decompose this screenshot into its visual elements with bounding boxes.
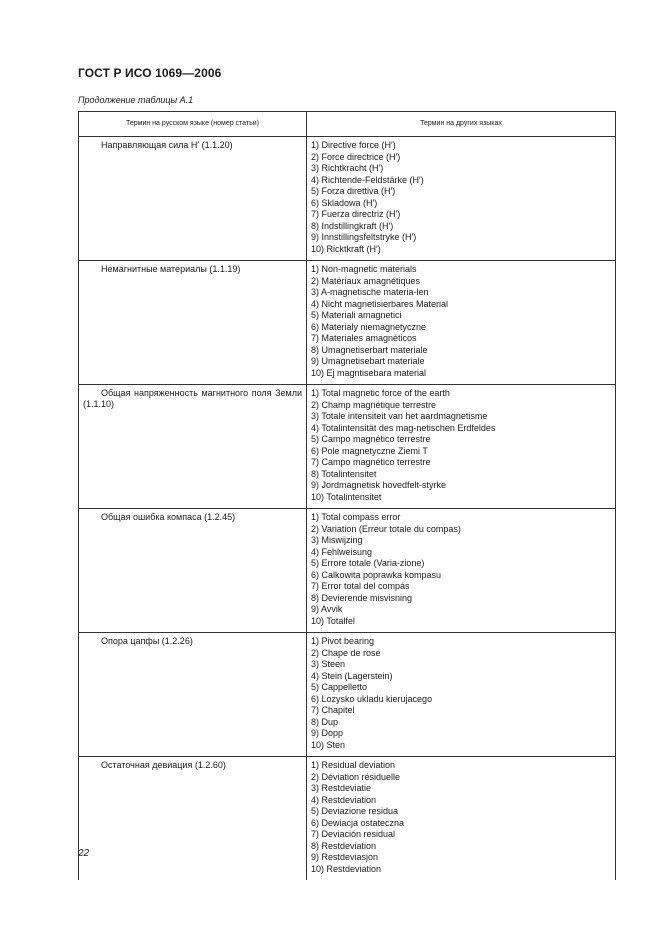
foreign-term-item: 2) Chape de rose [311, 647, 381, 658]
foreign-term-item: 6) Skladowa (H′) [311, 197, 378, 208]
foreign-term-item: 8) Totalintensitet [311, 468, 377, 479]
foreign-term-item: 7) Chapitel [311, 705, 355, 715]
foreign-term-item: 3) Miswijzing [311, 535, 363, 545]
foreign-term-item: 9) Avvik [311, 604, 343, 614]
foreign-term-item: 3) Richtkracht (H′) [311, 163, 384, 173]
foreign-term-item: 1) Total compass error [311, 512, 401, 522]
foreign-term-item: 9) Dopp [311, 728, 344, 738]
table-row [79, 633, 616, 757]
foreign-term-item: 10) Totalfel [311, 615, 355, 626]
terms-table [78, 111, 616, 880]
foreign-term-item: 5) Materiali amagnetici [311, 310, 402, 320]
foreign-term-item: 4) Restdeviation [311, 794, 377, 805]
foreign-term-item: 1) Total magnetic force of the earth [311, 388, 450, 398]
foreign-term-item: 5) Cappelletto [311, 682, 368, 692]
table-header-row [79, 112, 616, 137]
foreign-term-item: 4) Richtende-Feldstärke (H′) [311, 174, 424, 185]
foreign-term-item: 6) Materialy niemagnetyczne [311, 321, 427, 332]
foreign-term-item: 3) A-magnetische materia-len [311, 287, 429, 297]
foreign-terms-list [307, 509, 616, 633]
russian-term: Направляющая сила H′ (1.1.20) [79, 137, 307, 261]
foreign-term-item: 1) Non-magnetic materials [311, 264, 417, 274]
foreign-term-item: 8) Indstillingkraft (H′) [311, 220, 394, 231]
foreign-term-item: 7) Campo magnético terrestre [311, 457, 431, 467]
table-row [79, 261, 616, 385]
foreign-term-item: 8) Dup [311, 716, 339, 727]
column-header-other-languages: Термин на других языках [307, 112, 616, 137]
foreign-term-item: 10) Restdeviation [311, 863, 382, 874]
foreign-term-item: 10) Ricktkraft (H′) [311, 243, 381, 254]
foreign-term-item: 4) Totalintensität des mag-netischen Erdfeldes [311, 422, 496, 433]
foreign-term-item: 8) Restdeviation [311, 840, 377, 851]
foreign-term-item: 8) Umagnetiserbart materiale [311, 344, 428, 355]
foreign-term-item: 3) Steen [311, 659, 346, 669]
foreign-term-item: 8) Devierende misvisning [311, 592, 413, 603]
russian-term: Немагнитные материалы (1.1.19) [79, 261, 307, 385]
table-row [79, 509, 616, 633]
foreign-term-item: 10) Ej magntisebara material [311, 367, 427, 378]
russian-term: Общая ошибка компаса (1.2.45) [79, 509, 307, 633]
foreign-term-item: 1) Residual deviation [311, 760, 396, 770]
foreign-term-item: 9) Jordmagnetisk hovedfelt-styrke [311, 480, 447, 490]
foreign-term-item: 9) Restdeviasjon [311, 852, 379, 862]
foreign-term-item: 4) Fehlweisung [311, 546, 373, 557]
foreign-term-item: 6) Pole magnetyczne Ziemi T [311, 445, 428, 456]
foreign-term-item: 10) Totalintensitet [311, 491, 382, 502]
foreign-term-item: 7) Materiales amagnéticos [311, 333, 417, 343]
foreign-terms-list [307, 261, 616, 385]
foreign-term-item: 1) Directive force (H′) [311, 140, 396, 150]
foreign-term-item: 5) Forza direttiva (H′) [311, 186, 396, 196]
foreign-term-item: 2) Déviation résiduelle [311, 771, 401, 782]
foreign-terms-list [307, 385, 616, 509]
document-title: ГОСТ Р ИСО 1069—2006 [78, 66, 222, 80]
foreign-terms-list [307, 633, 616, 757]
foreign-term-item: 3) Totale intensiteit van het aardmagnetisme [311, 411, 488, 421]
table-row [79, 757, 616, 881]
foreign-terms-list [307, 757, 616, 881]
foreign-term-item: 6) Calkowita poprawka kompasu [311, 569, 442, 580]
russian-term: Остаточная девиация (1.2.60) [79, 757, 307, 881]
foreign-term-item: 7) Error total del compás [311, 581, 410, 591]
foreign-term-item: 2) Force directrice (H′) [311, 151, 401, 162]
foreign-term-item: 7) Fuerza directriz (H′) [311, 209, 401, 219]
foreign-term-item: 5) Deviazione residua [311, 806, 399, 816]
foreign-terms-list [307, 137, 616, 261]
table-body [79, 137, 616, 881]
foreign-term-item: 3) Restdeviatie [311, 783, 372, 793]
foreign-term-item: 6) Dewiacja ostateczna [311, 817, 405, 828]
foreign-term-item: 4) Stein (Lagerstein) [311, 670, 393, 681]
foreign-term-item: 5) Campo magnético terrestre [311, 434, 431, 444]
table-row [79, 137, 616, 261]
column-header-russian: Термин на русском языке (номер статьи) [79, 112, 307, 137]
foreign-term-item: 4) Nicht magnetisierbares Material [311, 298, 449, 309]
foreign-term-item: 6) Lozysko ukladu kierujacego [311, 693, 433, 704]
foreign-term-item: 7) Deviación residual [311, 829, 396, 839]
foreign-term-item: 2) Variation (Erreur totale du compas) [311, 523, 461, 534]
russian-term: Опора цапфы (1.2.26) [79, 633, 307, 757]
foreign-term-item: 9) Innstillingsfeltstryke (H′) [311, 232, 417, 242]
foreign-term-item: 5) Errore totale (Varia-zione) [311, 558, 425, 568]
table-row [79, 385, 616, 509]
table-caption: Продолжение таблицы А.1 [78, 95, 194, 105]
russian-term: Общая напряженность магнитного поля Земли (1.1.10) [79, 385, 307, 509]
foreign-term-item: 1) Pivot bearing [311, 636, 375, 646]
foreign-term-item: 2) Matériaux amagnétiques [311, 275, 421, 286]
foreign-term-item: 9) Umagnetisebart materiale [311, 356, 425, 366]
foreign-term-item: 10) Sten [311, 739, 346, 750]
foreign-term-item: 2) Champ magnétique terrestre [311, 399, 437, 410]
page-number: 22 [78, 848, 90, 859]
